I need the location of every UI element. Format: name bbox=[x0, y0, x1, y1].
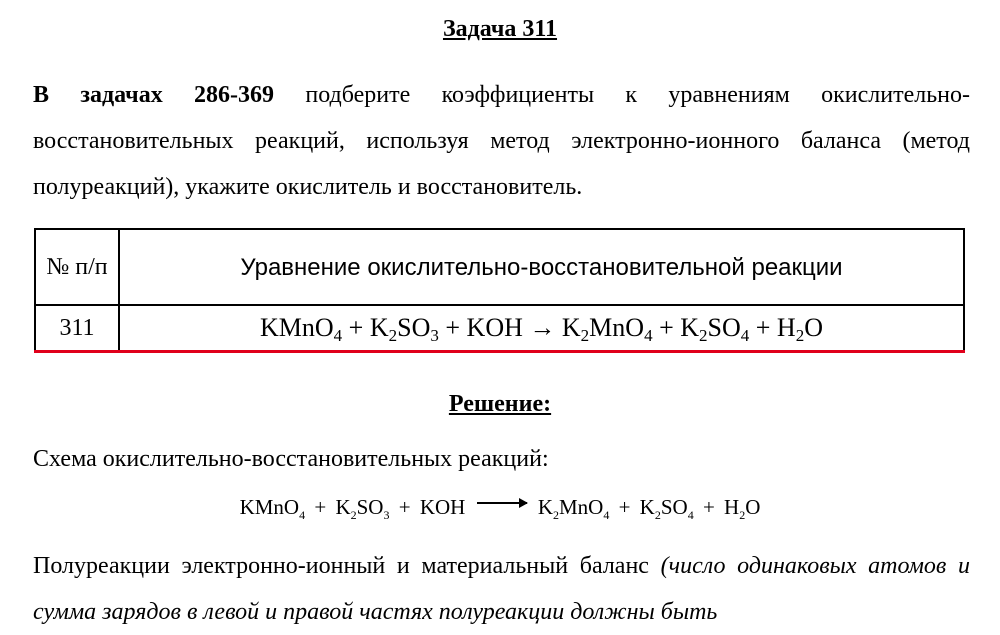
scheme-label: Схема окислительно-восстановительных реакций: bbox=[33, 446, 549, 472]
task-title: Задача 311 bbox=[442, 16, 558, 42]
half-reactions-paragraph bbox=[33, 543, 970, 635]
task-table bbox=[34, 228, 965, 353]
intro-text: подберите коэффициенты к уравнениям окислительно-восстановительных реакций, используя метод электронно-ионного баланса (метод полуреакций), укажите окислитель и восстановитель. bbox=[33, 82, 971, 200]
header-number: № п/п bbox=[35, 229, 119, 305]
reaction-equation: KMnO$_4$ + $K_2SO_3$ + KOH → $K_2MnO_4 + K_2SO_4 + H_2O$ bbox=[119, 305, 964, 352]
header-equation: Уравнение окислительно-восстановительной реакции bbox=[119, 229, 964, 305]
reaction-arrow-icon bbox=[477, 502, 527, 504]
reaction-scheme: KMnO$_4$ + $K_2SO_3$ + KOH $K_2MnO_4 + K_2SO_4 + H_2O$ bbox=[239, 495, 761, 522]
solution-title: Решение: bbox=[448, 391, 552, 417]
intro-paragraph bbox=[33, 72, 970, 210]
table-header-row bbox=[35, 229, 964, 305]
row-number: 311 bbox=[35, 305, 119, 352]
intro-bold: В задачах 286-369 bbox=[33, 82, 275, 108]
table-row bbox=[35, 305, 964, 352]
para-italic: (число одинаковых атомов и сумма зарядов в левой и правой частях полуреакции должны быть bbox=[33, 553, 971, 625]
para-text: Полуреакции электронно-ионный и материальный баланс bbox=[33, 553, 661, 579]
